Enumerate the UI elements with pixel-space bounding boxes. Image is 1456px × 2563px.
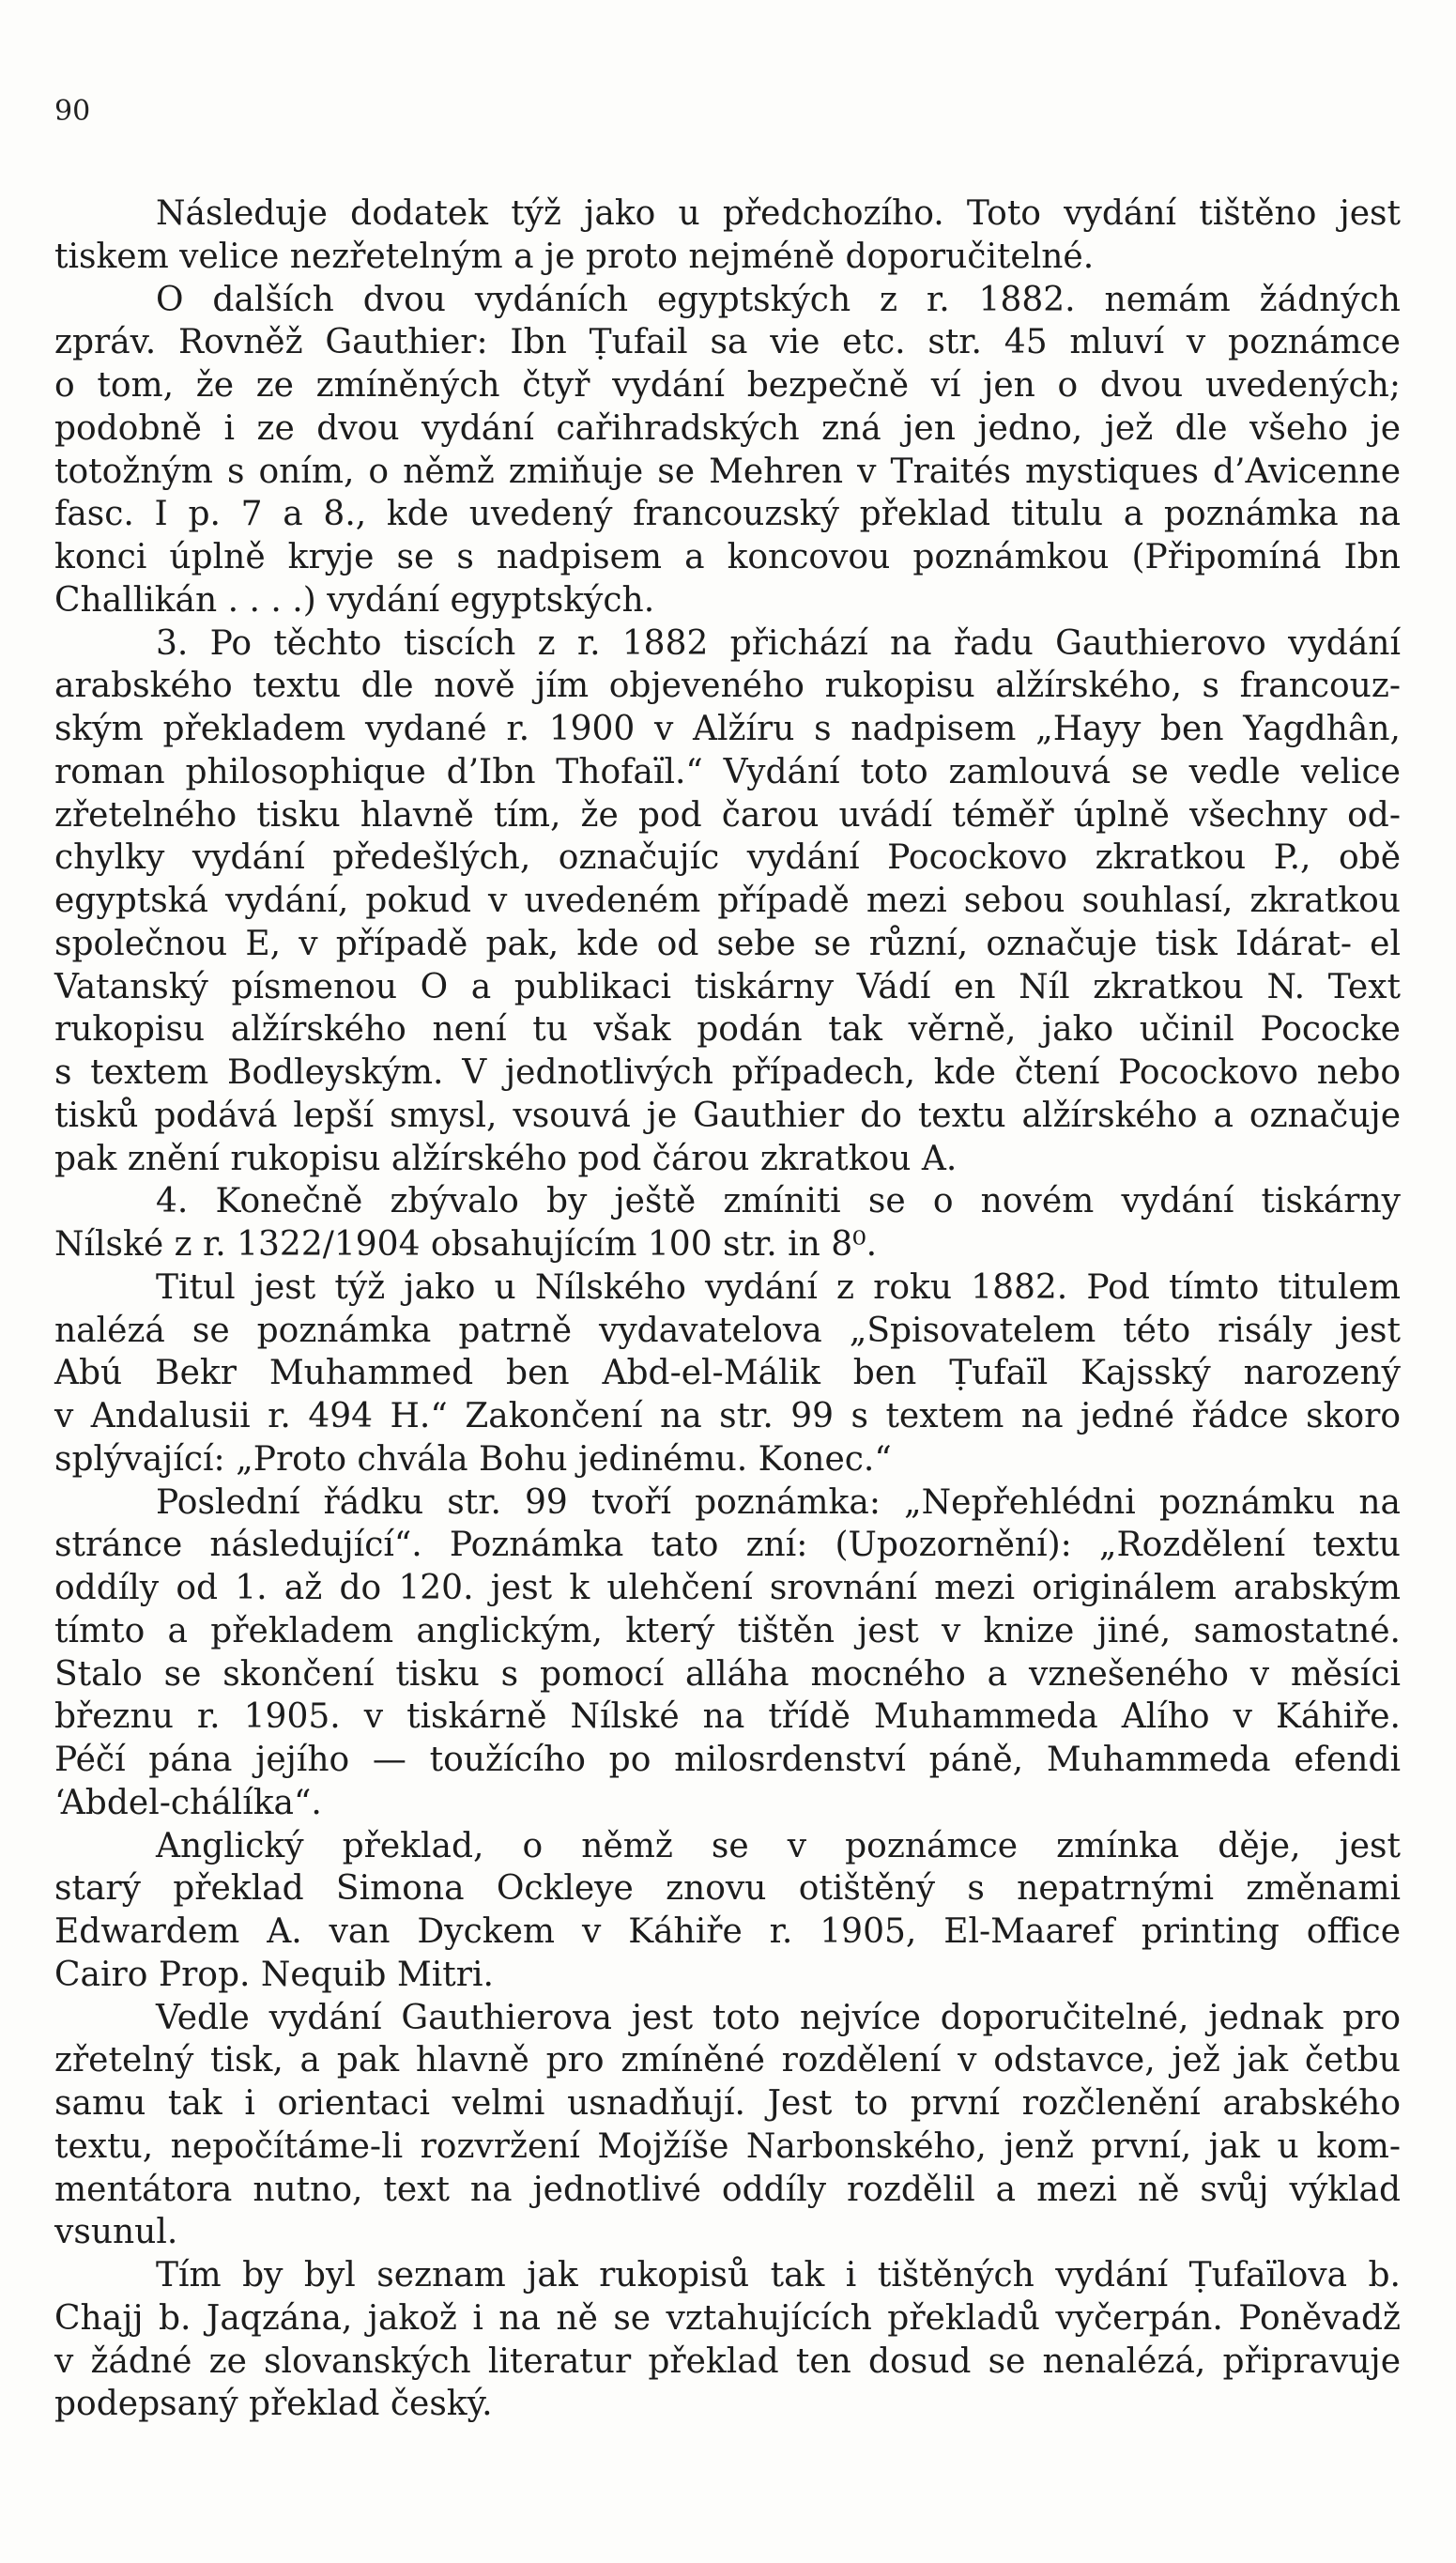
text-line: Abú Bekr Muhammed ben Abd-el-Málik ben Ṭufaïl Kajsský narozený: [54, 1354, 1401, 1393]
text-line: Vedle vydání Gauthierova jest toto nejvíce doporučitelné, jednak pro: [156, 1998, 1401, 2037]
text-line: totožným s oním, o němž zmiňuje se Mehren v Traités mystiques d’Avicenne: [54, 452, 1401, 491]
text-line: Chajj b. Jaqzána, jakož i na ně se vztahujících překladů vyčerpán. Poněvadž: [54, 2298, 1401, 2338]
text-line: Tím by byl seznam jak rukopisů tak i tištěných vydání Ṭufaïlova b.: [156, 2256, 1401, 2294]
text-line: Péčí pána jejího — toužícího po milosrdenství páně, Muhammeda efendi: [54, 1741, 1401, 1779]
text-line: arabského textu dle nově jím objeveného rukopisu alžírského, s francouz-: [54, 667, 1401, 706]
text-line: konci úplně kryje se s nadpisem a koncovou poznámkou (Připomíná Ibn: [54, 538, 1401, 576]
text-line: Challikán . . . .) vydání egyptských.: [54, 580, 655, 620]
text-line: chylky vydání předešlých, označujíc vydání Pocockovo zkratkou P., obě: [54, 838, 1401, 878]
text-line: tiskem velice nezřetelným a je proto nejméně doporučitelné.: [54, 237, 1095, 276]
text-line: s textem Bodleyským. V jednotlivých případech, kde čtení Pocockovo nebo: [54, 1053, 1401, 1092]
text-line: pak znění rukopisu alžírského pod čárou zkratkou A.: [54, 1139, 958, 1178]
body-text: [54, 192, 1401, 2426]
text-line: Nílské z r. 1322/1904 obsahujícím 100 str. in 8⁰.: [54, 1225, 878, 1264]
text-line: 3. Po těchto tiscích z r. 1882 přichází na řadu Gauthierovo vydání: [156, 623, 1401, 663]
text-line: vsunul.: [54, 2213, 178, 2252]
text-line: O dalších dvou vydáních egyptských z r. 1882. nemám žádných: [156, 280, 1401, 319]
text-line: podobně i ze dvou vydání cařihradských zná jen jedno, jež dle všeho je: [54, 408, 1401, 448]
text-line: 4. Konečně zbývalo by ještě zmíniti se o novém vydání tiskárny: [156, 1182, 1401, 1221]
text-line: ským překladem vydané r. 1900 v Alžíru s nadpisem „Hayy ben Yagdhân,: [54, 710, 1401, 748]
text-line: zřetelného tisku hlavně tím, že pod čarou uvádí téměř úplně všechny od-: [54, 795, 1401, 835]
text-line: Poslední řádku str. 99 tvoří poznámka: „Nepřehlédni poznámku na: [156, 1482, 1401, 1522]
text-line: Edwardem A. van Dyckem v Káhiře r. 1905, El-Maaref printing office: [54, 1912, 1401, 1951]
text-line: Cairo Prop. Nequib Mitri.: [54, 1955, 494, 1994]
text-line: v žádné ze slovanských literatur překlad ten dosud se nenalézá, připravuje: [54, 2341, 1401, 2381]
text-line: tímto a překladem anglickým, který tištěn jest v knize jiné, samostatné.: [54, 1611, 1401, 1650]
text-line: ‘Abdel-chálíka“.: [54, 1783, 322, 1822]
text-line: březnu r. 1905. v tiskárně Nílské na třídě Muhammeda Alího v Káhiře.: [54, 1697, 1401, 1737]
text-line: Titul jest týž jako u Nílského vydání z roku 1882. Pod tímto titulem: [156, 1267, 1401, 1307]
text-line: mentátora nutno, text na jednotlivé oddíly rozdělil a mezi ně svůj výklad: [54, 2170, 1401, 2209]
text-line: zpráv. Rovněž Gauthier: Ibn Ṭufail sa vie etc. str. 45 mluví v poznámce: [54, 323, 1401, 362]
text-line: Následuje dodatek týž jako u předchozího. Toto vydání tištěno jest: [156, 194, 1401, 233]
text-line: samu tak i orientaci velmi usnadňují. Jest to první rozčlenění arabského: [54, 2084, 1401, 2123]
text-line: rukopisu alžírského není tu však podán tak věrně, jako učinil Pococke: [54, 1010, 1401, 1050]
text-line: oddíly od 1. až do 120. jest k ulehčení srovnání mezi originálem arabským: [54, 1569, 1401, 1607]
text-line: tisků podává lepší smysl, vsouvá je Gauthier do textu alžírského a označuje: [54, 1096, 1401, 1135]
text-line: Stalo se skončení tisku s pomocí alláha mocného a vznešeného v měsíci: [54, 1654, 1401, 1694]
text-line: nalézá se poznámka patrně vydavatelova „Spisovatelem této risály jest: [54, 1311, 1401, 1350]
text-line: společnou E, v případě pak, kde od sebe se různí, označuje tisk Idárat- el: [54, 924, 1401, 963]
text-line: textu, nepočítáme-li rozvržení Mojžíše Narbonského, jenž první, jak u kom-: [54, 2126, 1401, 2166]
text-line: fasc. I p. 7 a 8., kde uvedený francouzský překlad titulu a poznámka na: [54, 495, 1401, 534]
text-line: v Andalusii r. 494 H.“ Zakončení na str. 99 s textem na jedné řádce skoro: [54, 1397, 1401, 1435]
text-line: Vatanský písmenou O a publikaci tiskárny Vádí en Níl zkratkou N. Text: [54, 967, 1401, 1006]
text-line: splývající: „Proto chvála Bohu jedinému. Konec.“: [54, 1439, 892, 1479]
text-line: roman philosophique d’Ibn Thofaïl.“ Vydání toto zamlouvá se vedle velice: [54, 752, 1401, 791]
text-line: podepsaný překlad český.: [54, 2385, 493, 2424]
text-line: zřetelný tisk, a pak hlavně pro zmíněné rozdělení v odstavce, jež jak četbu: [54, 2041, 1401, 2080]
page-number: 90: [54, 95, 91, 128]
text-line: o tom, že ze zmíněných čtyř vydání bezpečně ví jen o dvou uvedených;: [54, 366, 1401, 405]
text-line: Anglický překlad, o němž se v poznámce zmínka děje, jest: [156, 1826, 1401, 1865]
text-line: egyptská vydání, pokud v uvedeném případě mezi sebou souhlasí, zkratkou: [54, 882, 1401, 920]
text-line: stránce následující“. Poznámka tato zní: (Upozornění): „Rozdělení textu: [54, 1526, 1401, 1565]
text-line: starý překlad Simona Ockleye znovu otištěný s nepatrnými změnami: [54, 1869, 1401, 1909]
